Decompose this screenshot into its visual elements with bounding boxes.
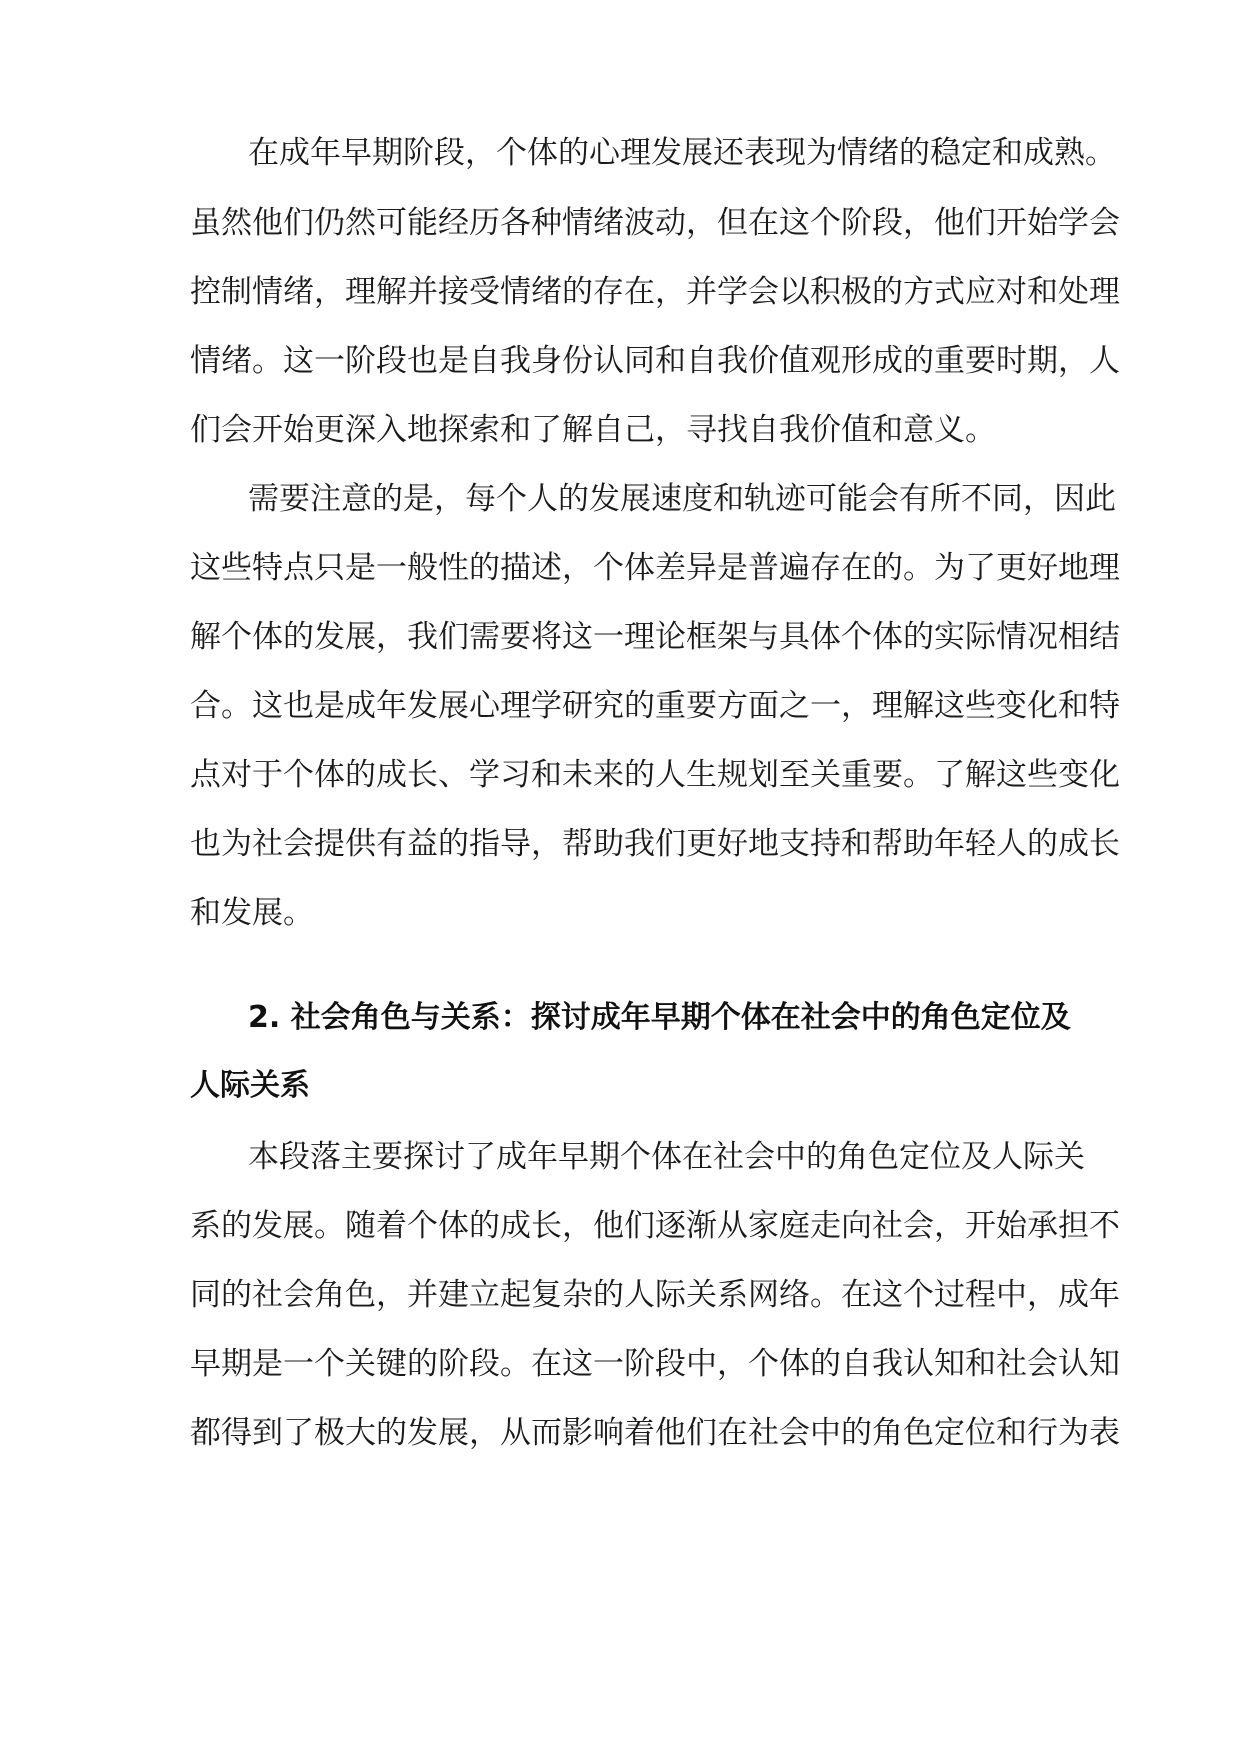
paragraph-3-line-5: 都得到了极大的发展，从而影响着他们在社会中的角色定位和行为表	[190, 1415, 1120, 1451]
paragraph-1-line-3: 控制情绪，理解并接受情绪的存在，并学会以积极的方式应对和处理	[190, 274, 1120, 310]
paragraph-3-line-1: 本段落主要探讨了成年早期个体在社会中的角色定位及人际关	[248, 1139, 1085, 1175]
paragraph-3-line-2: 系的发展。随着个体的成长，他们逐渐从家庭走向社会，开始承担不	[190, 1208, 1120, 1244]
paragraph-2-line-7: 和发展。	[190, 895, 314, 931]
paragraph-1-line-2: 虽然他们仍然可能经历各种情绪波动，但在这个阶段，他们开始学会	[190, 205, 1120, 241]
paragraph-1-line-4: 情绪。这一阶段也是自我身份认同和自我价值观形成的重要时期，人	[190, 343, 1120, 379]
paragraph-2-line-6: 也为社会提供有益的指导，帮助我们更好地支持和帮助年轻人的成长	[190, 826, 1120, 862]
paragraph-1-line-5: 们会开始更深入地探索和了解自己，寻找自我价值和意义。	[190, 412, 996, 448]
section-heading-line-1: 2. 社会角色与关系：探讨成年早期个体在社会中的角色定位及	[248, 1000, 1071, 1035]
paragraph-2-line-1: 需要注意的是，每个人的发展速度和轨迹可能会有所不同，因此	[248, 481, 1116, 517]
paragraph-2-line-2: 这些特点只是一般性的描述，个体差异是普遍存在的。为了更好地理	[190, 550, 1120, 586]
paragraph-2-line-3: 解个体的发展，我们需要将这一理论框架与具体个体的实际情况相结	[190, 619, 1120, 655]
section-heading-line-2: 人际关系	[190, 1068, 310, 1103]
paragraph-3-line-4: 早期是一个关键的阶段。在这一阶段中，个体的自我认知和社会认知	[190, 1346, 1120, 1382]
paragraph-2-line-4: 合。这也是成年发展心理学研究的重要方面之一，理解这些变化和特	[190, 688, 1120, 724]
paragraph-2-line-5: 点对于个体的成长、学习和未来的人生规划至关重要。了解这些变化	[190, 757, 1120, 793]
paragraph-1-line-1: 在成年早期阶段，个体的心理发展还表现为情绪的稳定和成熟。	[248, 135, 1116, 171]
paragraph-3-line-3: 同的社会角色，并建立起复杂的人际关系网络。在这个过程中，成年	[190, 1277, 1120, 1313]
